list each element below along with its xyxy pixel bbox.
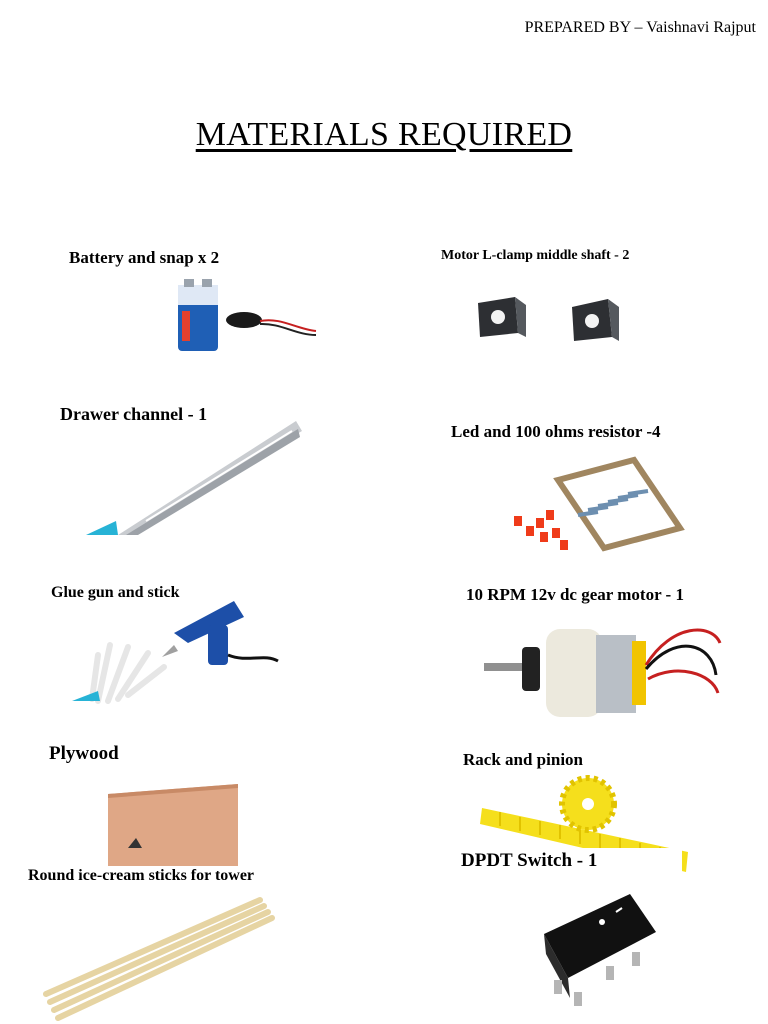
item-led-resistor: [448, 420, 684, 552]
item-label: Drawer channel - 1: [60, 404, 208, 424]
item-label: Plywood: [49, 743, 119, 764]
item-label: Motor L-clamp middle shaft - 2: [441, 248, 630, 263]
item-gear-motor: [462, 583, 742, 753]
drawer-channel-icon: [56, 403, 330, 535]
sticks-icon: [24, 866, 318, 1018]
plywood-icon: [46, 742, 318, 872]
item-label: Battery and snap x 2: [69, 248, 220, 267]
glue-gun-icon: [48, 583, 290, 701]
item-plywood: [46, 742, 318, 872]
item-sticks: [24, 866, 318, 1018]
item-battery: [66, 245, 324, 361]
item-label: Led and 100 ohms resistor -4: [451, 422, 661, 441]
gear-motor-icon: [462, 583, 742, 753]
item-glue-gun: [48, 583, 290, 701]
item-label: 10 RPM 12v dc gear motor - 1: [466, 585, 684, 604]
battery-icon: [66, 245, 324, 361]
item-dpdt-switch: [456, 848, 682, 1022]
led-resistor-icon: [448, 420, 684, 552]
dpdt-switch-icon: [456, 848, 682, 1022]
item-drawer-channel: [56, 403, 330, 535]
prepared-by: PREPARED BY – Vaishnavi Rajput: [524, 19, 756, 36]
item-label: Round ice-cream sticks for tower: [28, 867, 255, 884]
item-label: DPDT Switch - 1: [461, 850, 598, 871]
item-label: Glue gun and stick: [51, 584, 180, 601]
item-l-clamp: [440, 245, 654, 365]
page-title: MATERIALS REQUIRED: [195, 116, 573, 153]
item-label: Rack and pinion: [463, 750, 583, 769]
l-clamp-icon: [440, 245, 654, 365]
